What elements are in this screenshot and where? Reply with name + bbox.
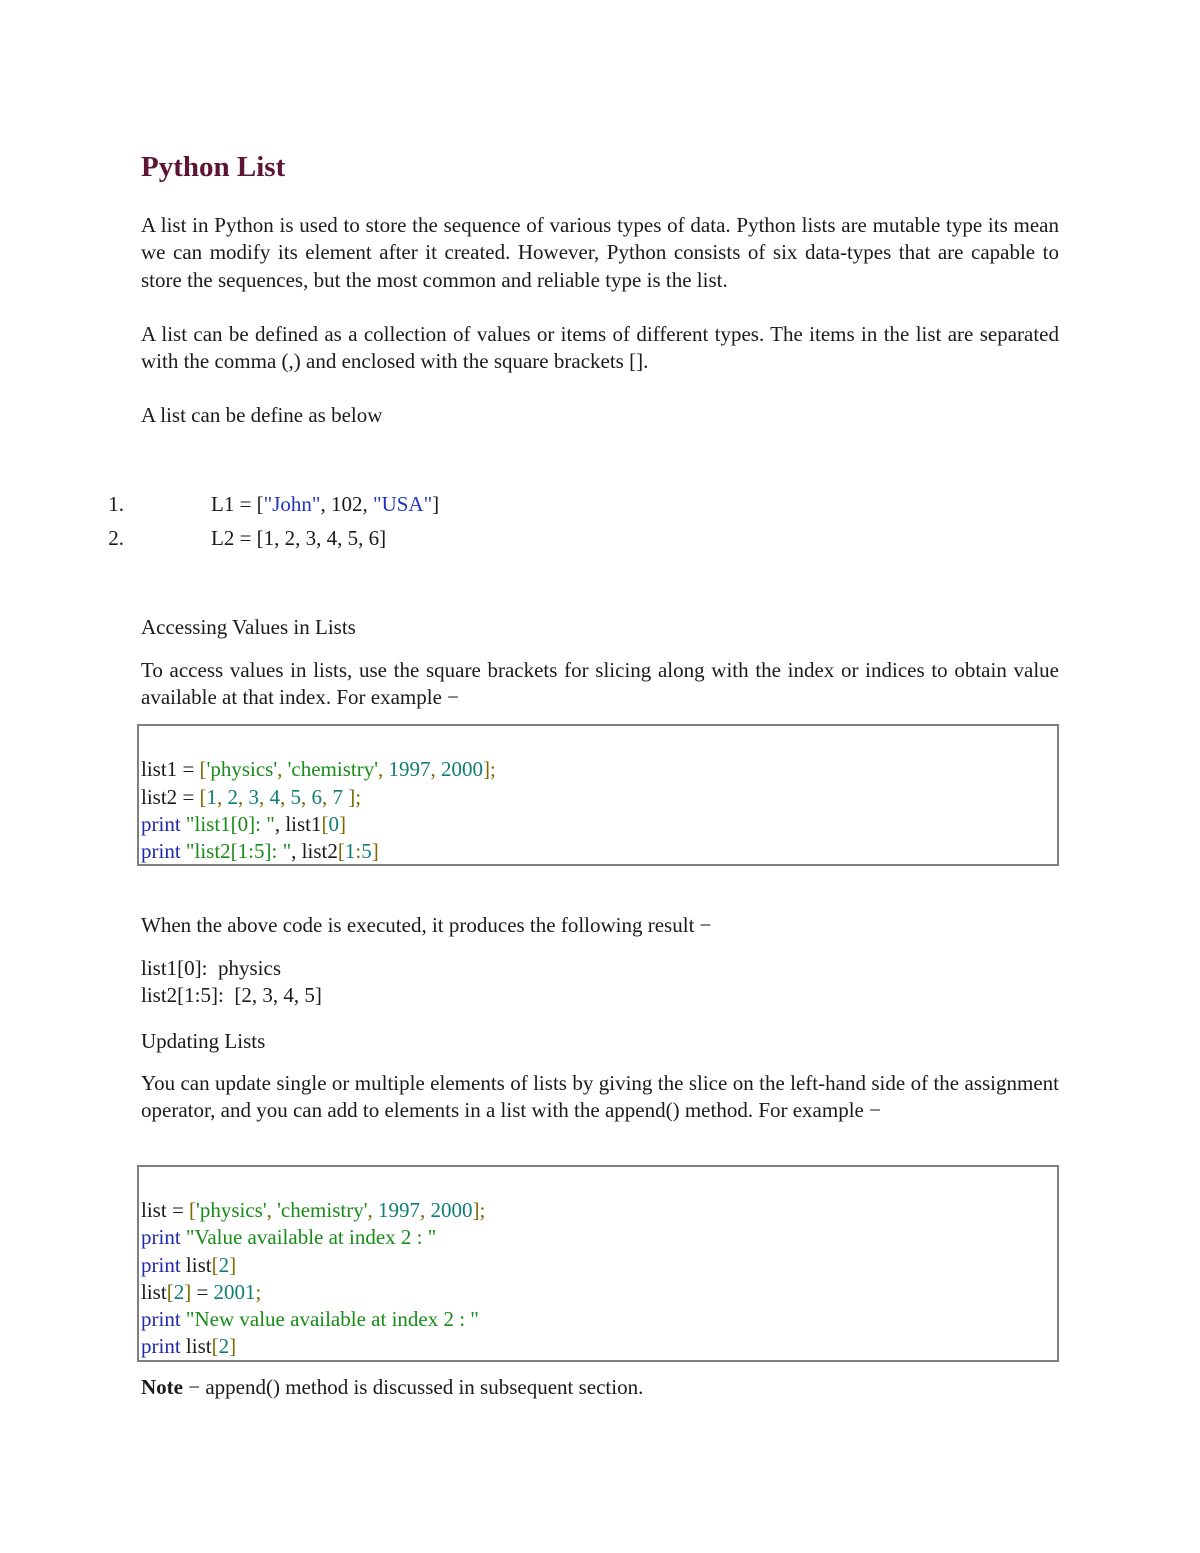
code-line: print list[2]: [141, 1334, 237, 1358]
list-number: 2.: [108, 526, 124, 550]
code-line: print "Value available at index 2 : ": [141, 1225, 437, 1249]
updating-text: You can update single or multiple elements of lists by giving the slice on the left-hand side of the assignment operator, and you can add to elements in a list with the append() method. For example −: [141, 1071, 1059, 1123]
result-intro-paragraph: [141, 912, 1059, 939]
updating-heading: [141, 1028, 1059, 1055]
define-as-below-paragraph: [141, 402, 1059, 429]
definition-paragraph: [141, 321, 1059, 376]
accessing-text: To access values in lists, use the square brackets for slicing along with the index or indices to obtain value available at that index. For example −: [141, 658, 1059, 710]
section-heading: Accessing Values in Lists: [141, 615, 356, 639]
result-intro-text: When the above code is executed, it produces the following result −: [141, 913, 712, 937]
code-line: list[2] = 2001;: [141, 1280, 262, 1304]
code-block-2: [137, 1165, 1059, 1362]
result-line: list2[1:5]: [2, 3, 4, 5]: [141, 983, 322, 1008]
definition-text: A list can be defined as a collection of values or items of different types. The items in the list are separated with the comma (,) and enclosed with the square brackets [].: [141, 322, 1059, 374]
section-heading: Updating Lists: [141, 1029, 266, 1053]
code-line: print "New value available at index 2 : ": [141, 1307, 479, 1331]
note-text: Note − append() method is discussed in subsequent section.: [141, 1375, 644, 1399]
code-line: list2 = [1, 2, 3, 4, 5, 6, 7 ];: [141, 785, 362, 809]
intro-text: A list in Python is used to store the sequence of various types of data. Python lists are mutable type its mean we can modify its element after it created. However, Python consists of six data-types that are capable to store the sequences, but the most common and reliable type is the list.: [141, 213, 1059, 292]
code-line: list1 = ['physics', 'chemistry', 1997, 2000];: [141, 757, 496, 781]
code-line: print list[2]: [141, 1253, 237, 1277]
page-title: Python List: [141, 151, 286, 183]
note-label: Note: [141, 1375, 183, 1399]
list-number: 1.: [108, 492, 124, 516]
note-paragraph: [141, 1374, 1059, 1401]
code-line: print "list2[1:5]: ", list2[1:5]: [141, 839, 379, 863]
accessing-paragraph: [141, 657, 1059, 712]
accessing-heading: [141, 614, 1059, 641]
define-as-below-text: A list can be define as below: [141, 403, 383, 427]
updating-paragraph: [141, 1070, 1059, 1125]
code-block-1: [137, 724, 1059, 866]
result-output: [141, 955, 1059, 1010]
intro-paragraph: [141, 212, 1059, 294]
code-line: print "list1[0]: ", list1[0]: [141, 812, 347, 836]
code-line: list = ['physics', 'chemistry', 1997, 2000];: [141, 1198, 486, 1222]
result-line: list1[0]: physics: [141, 956, 281, 980]
example-code: L2 = [1, 2, 3, 4, 5, 6]: [211, 526, 387, 550]
example-code: L1 = ["John", 102, "USA"]: [211, 492, 440, 516]
